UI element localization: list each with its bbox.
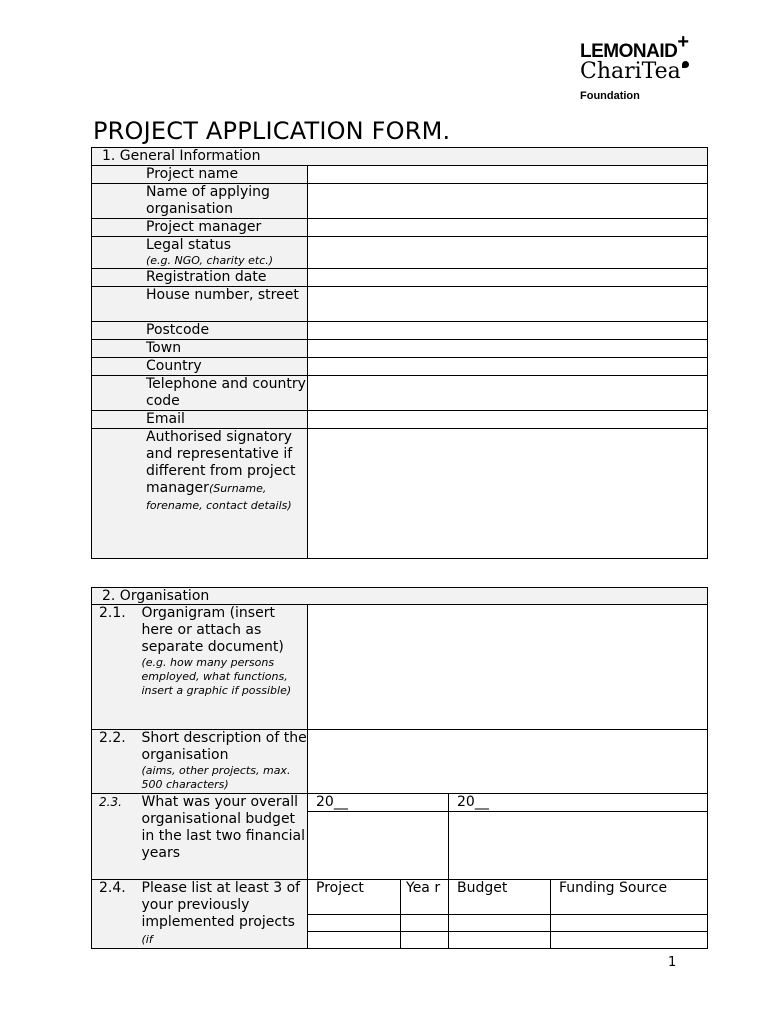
legal-status-field[interactable] xyxy=(308,237,708,269)
telephone-field[interactable] xyxy=(308,376,708,411)
registration-date-field[interactable] xyxy=(308,269,708,287)
postcode-field[interactable] xyxy=(308,322,708,340)
field-hint: (e.g. NGO, charity etc.) xyxy=(146,254,274,267)
field-hint: (Surname, forename, contact details) xyxy=(146,482,292,512)
field-label: Authorised signatory and representative if different from project manager(Surname, forename, contact details) xyxy=(92,429,308,559)
field-label: Organigram (insert here or attach as separate document) (e.g. how many persons employed, what functions, insert a graphic if possible) xyxy=(142,605,308,730)
section-heading: 1. General Information xyxy=(92,148,708,166)
field-label: Town xyxy=(92,340,308,358)
field-label: Name of applying organisation xyxy=(92,184,308,219)
town-field[interactable] xyxy=(308,340,708,358)
organigram-field[interactable] xyxy=(308,605,708,730)
logo xyxy=(580,31,689,102)
field-label: House number, street xyxy=(92,287,308,322)
row-number: 2.4. xyxy=(92,880,142,949)
budget-year-1-label: 20__ xyxy=(308,794,449,812)
funding-source-cell[interactable] xyxy=(551,914,708,931)
row-number: 2.1. xyxy=(92,605,142,730)
organisation-name-field[interactable] xyxy=(308,184,708,219)
country-field[interactable] xyxy=(308,358,708,376)
budget-cell[interactable] xyxy=(449,914,551,931)
page-title: PROJECT APPLICATION FORM. xyxy=(93,117,451,145)
leaf-icon xyxy=(682,61,689,68)
field-label: Project name xyxy=(92,166,308,184)
field-label: Legal status (e.g. NGO, charity etc.) xyxy=(92,237,308,269)
logo-foundation: Foundation xyxy=(580,90,640,102)
email-field[interactable] xyxy=(308,411,708,429)
field-hint: (if xyxy=(141,933,153,946)
project-name-field[interactable] xyxy=(308,166,708,184)
street-field[interactable] xyxy=(308,287,708,322)
row-number: 2.2. xyxy=(92,730,142,794)
field-label: Short description of the organisation (aims, other projects, max. 500 characters) xyxy=(142,730,308,794)
field-hint: (e.g. how many persons employed, what functions, insert a graphic if possible) xyxy=(141,656,292,697)
budget-year-2-label: 20__ xyxy=(449,794,708,812)
year-cell[interactable] xyxy=(401,931,449,948)
field-label: Email xyxy=(92,411,308,429)
organisation-table xyxy=(91,587,708,949)
organisation-description-field[interactable] xyxy=(308,730,708,794)
column-header-project: Project xyxy=(308,880,401,915)
project-cell[interactable] xyxy=(308,914,401,931)
year-cell[interactable] xyxy=(401,914,449,931)
field-hint: (aims, other projects, max. 500 characters) xyxy=(141,764,291,791)
page-number: 1 xyxy=(668,955,677,970)
field-label: Country xyxy=(92,358,308,376)
field-label: What was your overall organisational budget in the last two financial years xyxy=(142,794,308,880)
field-label: Registration date xyxy=(92,269,308,287)
field-label: Telephone and country code xyxy=(92,376,308,411)
column-header-funding-source: Funding Source xyxy=(551,880,708,915)
budget-cell[interactable] xyxy=(449,931,551,948)
project-cell[interactable] xyxy=(308,931,401,948)
logo-lemonaid: LEMONAID+ xyxy=(580,31,689,62)
column-header-budget: Budget xyxy=(449,880,551,915)
column-header-year: Yea r xyxy=(401,880,449,915)
logo-charitea: ChariTea xyxy=(580,59,689,84)
field-label: Postcode xyxy=(92,322,308,340)
general-information-table xyxy=(91,147,708,559)
funding-source-cell[interactable] xyxy=(551,931,708,948)
row-number: 2.3. xyxy=(92,794,142,880)
project-manager-field[interactable] xyxy=(308,219,708,237)
section-heading: 2. Organisation xyxy=(92,588,708,605)
field-label: Please list at least 3 of your previously implemented projects (if xyxy=(142,880,308,949)
budget-year-2-field[interactable] xyxy=(449,812,708,880)
budget-year-1-field[interactable] xyxy=(308,812,449,880)
authorised-signatory-field[interactable] xyxy=(308,429,708,559)
field-label: Project manager xyxy=(92,219,308,237)
